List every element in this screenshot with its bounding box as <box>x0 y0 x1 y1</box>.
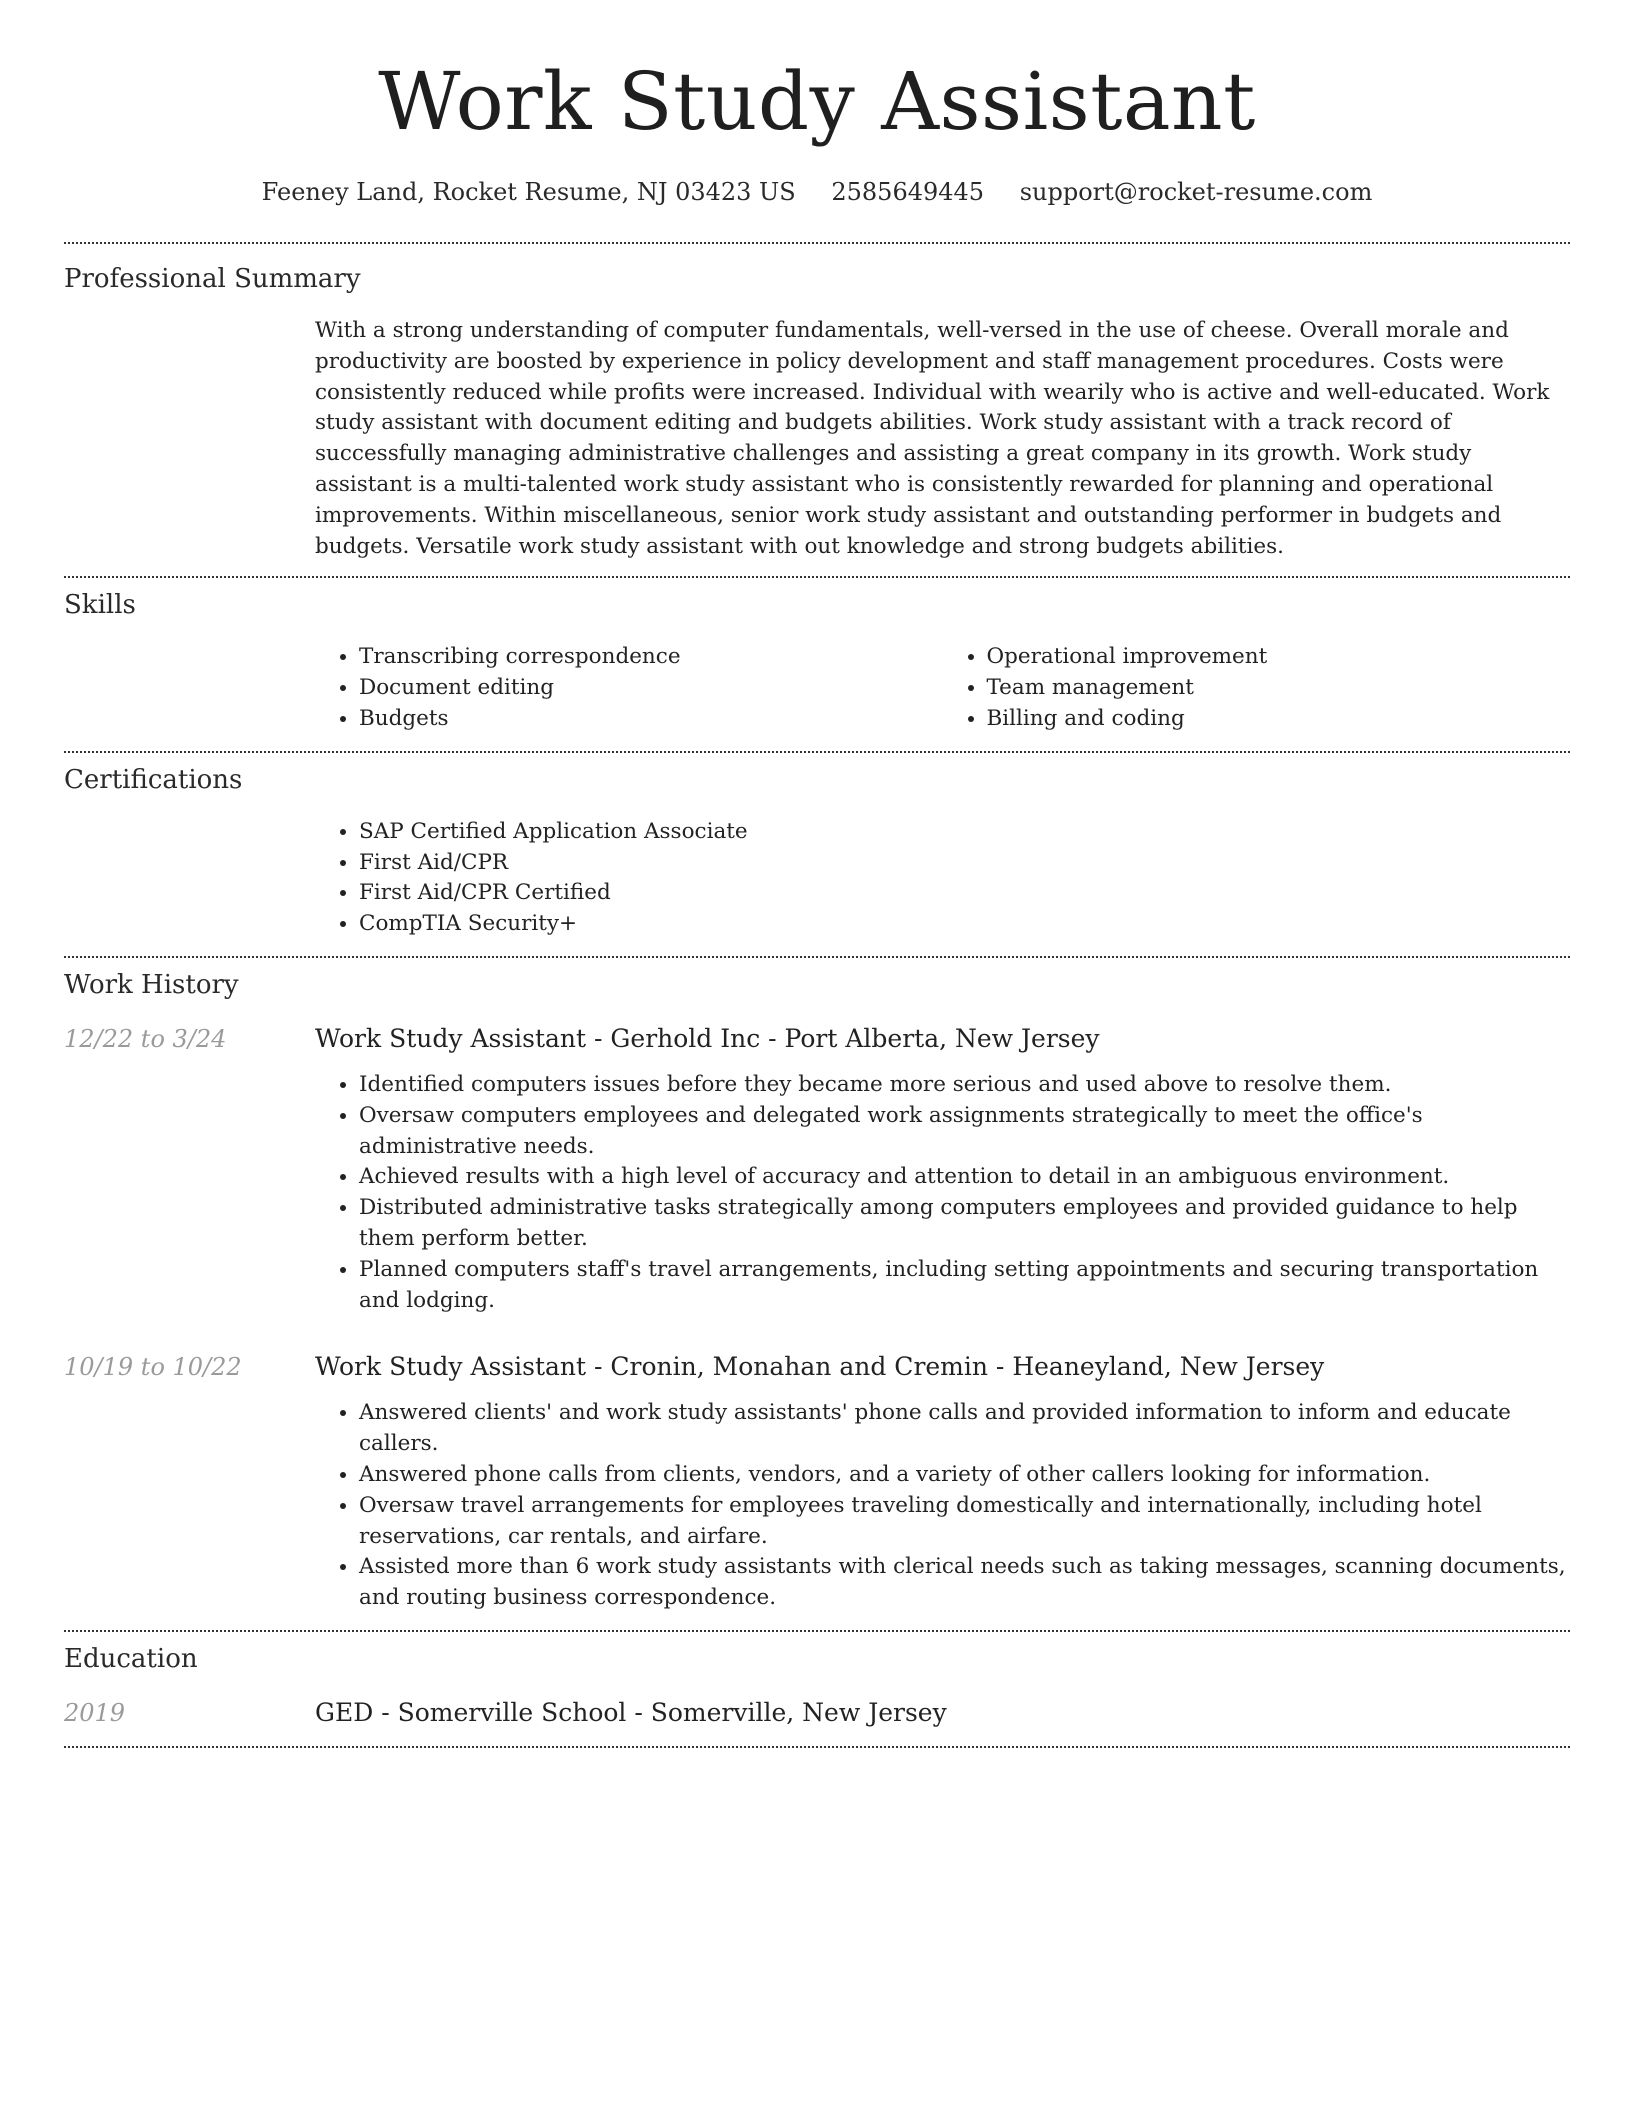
job-bullets <box>315 1398 1570 1614</box>
skills-list-right <box>943 642 1571 734</box>
skills-list-left <box>315 642 943 734</box>
certification-item: • First Aid/CPR Certified <box>359 878 1570 909</box>
summary-section <box>64 244 1570 576</box>
skill-item: • Operational improvement <box>987 642 1571 673</box>
resume-page <box>64 0 1570 1748</box>
summary-body <box>315 316 1570 562</box>
education-entry <box>64 1696 1570 1730</box>
job-dates: 10/19 to 10/22 <box>64 1353 242 1382</box>
education-year: 2019 <box>64 1698 126 1727</box>
job-bullet: • Oversaw computers employees and delegated work assignments strategically to meet the office's administrative needs. <box>359 1101 1570 1163</box>
summary-text: With a strong understanding of computer fundamentals, well-versed in the use of cheese. Overall morale and productivity are boosted by experience in policy development and staff management procedures. Costs were consistently reduced while profits were increased. Individual with wearily who is active and well-educated. Work study assistant with document editing and budgets abilities. Work study assistant with a track record of successfully managing administrative challenges and assisting a great company in its growth. Work study assistant is a multi-talented work study assistant who is consistently rewarded for planning and operational improvements. Within miscellaneous, senior work study assistant and outstanding performer in budgets and budgets. Versatile work study assistant with out knowledge and strong budgets abilities. <box>315 318 1550 559</box>
contact-line <box>64 176 1570 208</box>
skill-item: • Billing and coding <box>987 704 1571 735</box>
job-bullet: • Oversaw travel arrangements for employees traveling domestically and internationally, including hotel reservations, car rentals, and airfare. <box>359 1491 1570 1553</box>
contact-address: Feeney Land, Rocket Resume, NJ 03423 US <box>261 178 796 206</box>
education-section <box>64 1632 1570 1746</box>
job-bullet: • Planned computers staff's travel arrangements, including setting appointments and securing transportation and lodging. <box>359 1255 1570 1317</box>
skills-section <box>64 578 1570 750</box>
job-bullet: • Answered phone calls from clients, vendors, and a variety of other callers looking for information. <box>359 1460 1570 1491</box>
job-bullet: • Assisted more than 6 work study assistants with clerical needs such as taking messages, scanning documents, and routing business correspondence. <box>359 1552 1570 1614</box>
section-title-education: Education <box>64 1643 198 1674</box>
job-bullet: • Distributed administrative tasks strategically among computers employees and provided guidance to help them perform better. <box>359 1193 1570 1255</box>
certifications-section <box>64 753 1570 956</box>
job-bullet: • Answered clients' and work study assistants' phone calls and provided information to inform and educate callers. <box>359 1398 1570 1460</box>
job-header <box>64 1350 1570 1384</box>
candidate-name: Work Study Assistant <box>378 55 1256 148</box>
job-title: Work Study Assistant - Gerhold Inc - Port Alberta, New Jersey <box>315 1023 1100 1053</box>
certification-item: • First Aid/CPR <box>359 848 1570 879</box>
contact-phone: 2585649445 <box>831 178 985 206</box>
job-entry <box>64 1022 1570 1316</box>
job-body <box>315 1398 1570 1614</box>
job-bullets <box>315 1070 1570 1316</box>
job-bullet: • Achieved results with a high level of accuracy and attention to detail in an ambiguous environment. <box>359 1162 1570 1193</box>
skill-item: • Team management <box>987 673 1571 704</box>
skill-item: • Transcribing correspondence <box>359 642 943 673</box>
job-dates: 12/22 to 3/24 <box>64 1024 227 1053</box>
certification-item: • CompTIA Security+ <box>359 909 1570 940</box>
divider <box>64 1746 1570 1748</box>
job-bullet: • Identified computers issues before they became more serious and used above to resolve them. <box>359 1070 1570 1101</box>
skill-item: • Budgets <box>359 704 943 735</box>
contact-email: support@rocket-resume.com <box>1019 178 1373 206</box>
job-body <box>315 1070 1570 1316</box>
section-title-summary: Professional Summary <box>64 264 361 294</box>
certification-item: • SAP Certified Application Associate <box>359 817 1570 848</box>
section-title-work: Work History <box>64 969 239 1000</box>
education-details: GED - Somerville School - Somerville, New Jersey <box>315 1697 947 1727</box>
job-entry <box>64 1350 1570 1614</box>
certifications-body <box>315 817 1570 940</box>
skill-item: • Document editing <box>359 673 943 704</box>
job-header <box>64 1022 1570 1056</box>
work-history-section <box>64 958 1570 1630</box>
section-title-certifications: Certifications <box>64 764 243 795</box>
section-title-skills: Skills <box>64 590 136 621</box>
job-title: Work Study Assistant - Cronin, Monahan and Cremin - Heaneyland, New Jersey <box>315 1352 1325 1382</box>
certifications-list <box>315 817 1570 940</box>
skills-grid <box>315 642 1570 734</box>
